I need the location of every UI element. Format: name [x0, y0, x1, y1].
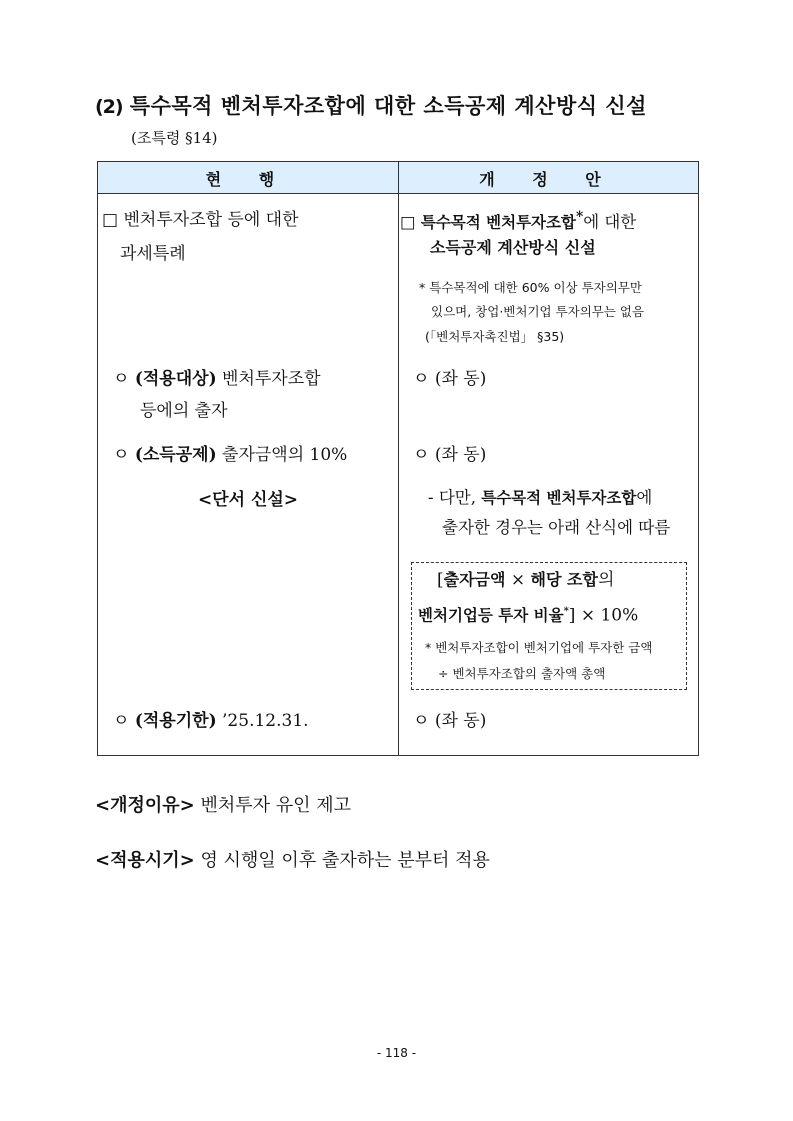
proviso-line2: 출자한 경우는 아래 산식에 따름 [442, 518, 671, 537]
footnote-line3: (「벤처투자촉진법」 §35) [425, 329, 565, 344]
proviso-suffix: 에 [636, 488, 653, 507]
header-proposed: 개 정 안 [479, 170, 617, 189]
footnote-line1: * 특수목적에 대한 60% 이상 투자의무만 [419, 280, 642, 295]
current-deduction [113, 441, 347, 469]
proposed-item-star: * [575, 209, 584, 225]
formula-bold3: 벤처기업등 투자 비율 [418, 606, 564, 625]
formula-line1 [437, 566, 614, 594]
proposed-item-text1: 에 대한 [583, 212, 637, 232]
header-current: 현 행 [205, 170, 291, 189]
checkbox-square-icon: □ [102, 210, 119, 230]
section-number: (2) [95, 96, 123, 118]
formula-note-line1: * 벤처투자조합이 벤처기업에 투자한 금액 [425, 640, 653, 655]
new-proviso-note: <단서 신설> [197, 490, 299, 510]
deduction-text: 출자금액의 10% [216, 445, 348, 465]
formula-times: × [505, 570, 531, 590]
section-title: 특수목적 벤처투자조합에 대한 소득공제 계산방식 신설 [129, 94, 647, 118]
reason-label: <개정이유> [95, 795, 195, 816]
current-target [113, 365, 321, 393]
deduction-label: (소득공제) [134, 445, 217, 465]
proposed-same-deadline: ㅇ (좌 동) [413, 711, 487, 731]
current-item-line1: 벤처투자조합 등에 대한 [123, 210, 299, 230]
target-label: (적용대상) [134, 369, 217, 389]
proposed-same-deduction: ㅇ (좌 동) [413, 445, 487, 465]
proviso-line1 [428, 484, 652, 512]
bullet-circle-icon: ㅇ [113, 369, 130, 389]
deadline-text: ’25.12.31. [216, 711, 309, 731]
bullet-circle-icon: ㅇ [113, 445, 130, 465]
proposed-item-bold2: 소득공제 계산방식 신설 [430, 238, 596, 257]
proposed-item-bold1: 특수목적 벤처투자조합 [420, 213, 576, 232]
footnote-line2: 있으며, 창업·벤처기업 투자의무는 없음 [431, 304, 645, 319]
section-heading [95, 90, 647, 120]
effective-text: 영 시행일 이후 출자하는 분부터 적용 [194, 850, 490, 871]
formula-bold2: 해당 조합 [530, 570, 598, 589]
proposed-item [400, 203, 636, 237]
formula-star: * [563, 606, 569, 617]
formula-text1: 의 [597, 570, 615, 590]
target-line2: 등에의 출자 [140, 401, 228, 421]
proviso-prefix: - 다만, [428, 488, 482, 507]
current-item-line2: 과세특례 [120, 244, 186, 264]
law-reference: (조특령 §14) [131, 129, 218, 147]
effective-line [95, 846, 490, 872]
page-number: - 118 - [376, 1046, 417, 1060]
proviso-bold: 특수목적 벤처투자조합 [481, 489, 637, 507]
bullet-circle-icon: ㅇ [113, 711, 130, 731]
deadline-label: (적용기한) [134, 711, 217, 731]
formula-close: ] × 10% [568, 605, 639, 626]
formula-note-line2: ÷ 벤처투자조합의 출자액 총액 [438, 666, 606, 681]
reason-line [95, 791, 351, 817]
target-text: 벤처투자조합 [216, 369, 321, 389]
column-divider [398, 162, 399, 755]
formula-open-bracket: [ [437, 570, 444, 590]
formula-line2 [418, 598, 638, 630]
current-deadline [113, 707, 309, 735]
proposed-same-target: ㅇ (좌 동) [413, 369, 487, 389]
formula-bold1: 출자금액 [443, 570, 506, 589]
reason-text: 벤처투자 유인 제고 [194, 795, 351, 816]
current-item [102, 206, 299, 234]
effective-label: <적용시기> [95, 850, 195, 871]
checkbox-square-icon: □ [400, 212, 416, 232]
